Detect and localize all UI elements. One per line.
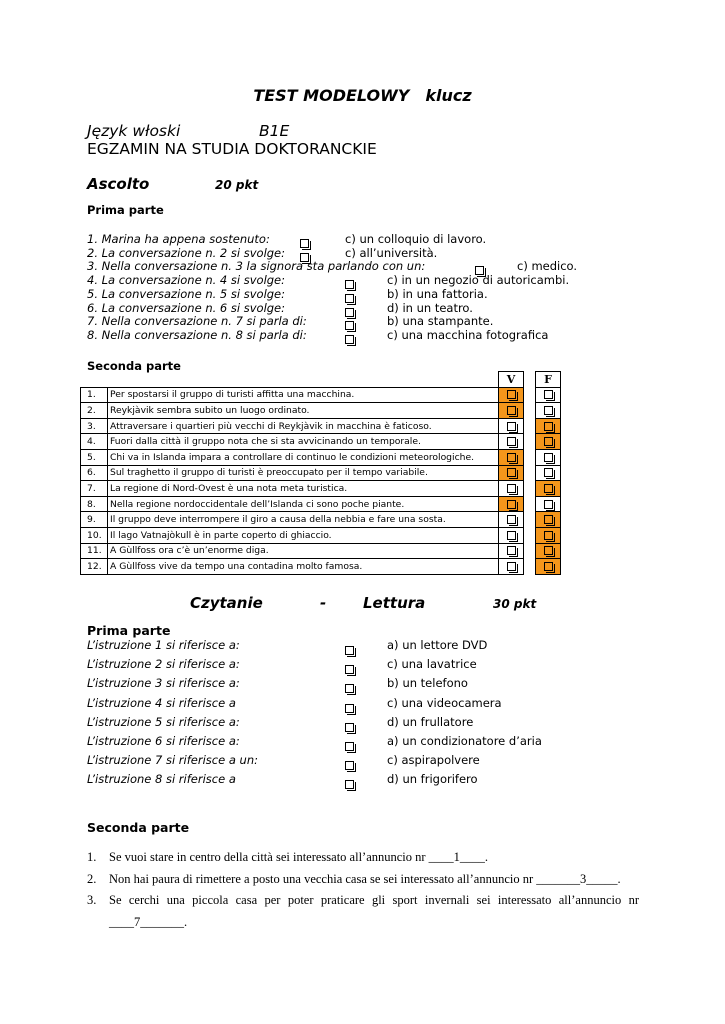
gap-cell bbox=[524, 543, 536, 559]
checkbox-icon bbox=[544, 390, 553, 399]
v-cell bbox=[499, 387, 524, 403]
sentence-number: 3. bbox=[87, 893, 97, 907]
v-cell bbox=[499, 543, 524, 559]
listening-answer: c) una macchina fotografica bbox=[387, 327, 549, 342]
f-cell bbox=[536, 543, 561, 559]
reading-question: L’istruzione 2 si riferisce a: bbox=[87, 657, 240, 672]
table-row bbox=[81, 465, 561, 481]
row-statement: A Gùllfoss vive da tempo una contadina molto famosa. bbox=[108, 559, 499, 575]
v-cell bbox=[499, 481, 524, 497]
checkbox-icon bbox=[345, 723, 354, 732]
checkbox-icon bbox=[507, 500, 516, 509]
gap-cell bbox=[524, 418, 536, 434]
checkbox-icon bbox=[345, 780, 354, 789]
checkbox-icon bbox=[544, 437, 553, 446]
checkbox-icon bbox=[507, 546, 516, 555]
row-number: 8. bbox=[81, 496, 108, 512]
listening-question: 1. Marina ha appena sostenuto: bbox=[87, 232, 270, 246]
sentence-text: Se vuoi stare in centro della città sei interessato all’annuncio nr ____1____. bbox=[109, 850, 489, 864]
checkbox-icon bbox=[544, 484, 553, 493]
checkbox-icon bbox=[544, 453, 553, 462]
answer-checkbox bbox=[345, 774, 354, 793]
gap-cell bbox=[524, 496, 536, 512]
answer-checkbox bbox=[345, 640, 354, 659]
answer-checkbox bbox=[345, 755, 354, 774]
table-row bbox=[81, 512, 561, 528]
row-number: 5. bbox=[81, 449, 108, 465]
answer-checkbox bbox=[345, 659, 354, 678]
listening-answer: d) in un teatro. bbox=[387, 300, 473, 315]
reading-answer: a) un condizionatore d’aria bbox=[387, 734, 542, 748]
checkbox-icon bbox=[345, 761, 354, 770]
v-cell bbox=[499, 449, 524, 465]
answer-checkbox bbox=[345, 717, 354, 736]
reading-answer: c) una videocamera bbox=[387, 695, 502, 710]
listening-points: 20 pkt bbox=[215, 178, 259, 192]
reading-question: L’istruzione 5 si riferisce a: bbox=[87, 714, 240, 729]
row-statement: A Gùllfoss ora c’è un’enorme diga. bbox=[108, 543, 499, 559]
v-cell bbox=[499, 527, 524, 543]
answer-checkbox bbox=[345, 678, 354, 697]
checkbox-icon bbox=[507, 468, 516, 477]
checkbox-icon bbox=[345, 742, 354, 751]
reading-dash: - bbox=[320, 594, 327, 612]
checkbox-icon bbox=[507, 531, 516, 540]
listening-question: 8. Nella conversazione n. 8 si parla di: bbox=[87, 327, 307, 342]
checkbox-icon bbox=[544, 468, 553, 477]
f-cell bbox=[536, 465, 561, 481]
title-key: klucz bbox=[425, 86, 472, 105]
checkbox-icon bbox=[507, 406, 516, 415]
f-cell bbox=[536, 387, 561, 403]
table-row bbox=[81, 434, 561, 450]
reading-part1-heading: Prima parte bbox=[87, 623, 171, 638]
reading-answer: d) un frigorifero bbox=[387, 772, 478, 787]
v-cell bbox=[499, 559, 524, 575]
table-row bbox=[81, 449, 561, 465]
v-cell bbox=[499, 512, 524, 528]
gap-cell bbox=[524, 449, 536, 465]
sentence-number: 1. bbox=[87, 850, 97, 864]
listening-part1-heading: Prima parte bbox=[87, 203, 164, 217]
table-row bbox=[81, 496, 561, 512]
reading-question: L’istruzione 6 si riferisce a: bbox=[87, 734, 240, 748]
listening-answer: c) in un negozio di autoricambi. bbox=[387, 273, 570, 288]
checkbox-icon bbox=[544, 531, 553, 540]
sentence-continuation: ____7_______. bbox=[109, 915, 188, 929]
reading-answer: d) un frullatore bbox=[387, 714, 474, 729]
answer-checkbox bbox=[345, 698, 354, 717]
f-cell bbox=[536, 449, 561, 465]
gap-cell bbox=[524, 387, 536, 403]
row-statement: Fuori dalla città il gruppo nota che si sta avvicinando un temporale. bbox=[108, 434, 499, 450]
title-main: TEST MODELOWY bbox=[253, 86, 410, 105]
table-row bbox=[81, 527, 561, 543]
row-statement: Il gruppo deve interrompere il giro a causa della nebbia e fare una sosta. bbox=[108, 512, 499, 528]
reading-question: L’istruzione 1 si riferisce a: bbox=[87, 638, 240, 652]
reading-answer: b) un telefono bbox=[387, 676, 468, 691]
table-row bbox=[81, 481, 561, 497]
table-row bbox=[81, 418, 561, 434]
reading-question: L’istruzione 4 si riferisce a bbox=[87, 695, 236, 710]
row-statement: Sul traghetto il gruppo di turisti è preoccupato per il tempo variabile. bbox=[108, 465, 499, 481]
v-cell bbox=[499, 403, 524, 419]
table-row bbox=[81, 543, 561, 559]
table-row bbox=[81, 403, 561, 419]
reading-answer: a) un lettore DVD bbox=[387, 638, 488, 652]
checkbox-icon bbox=[345, 684, 354, 693]
reading-part2-heading: Seconda parte bbox=[87, 820, 190, 835]
gap-cell bbox=[524, 559, 536, 575]
f-cell bbox=[536, 403, 561, 419]
row-number: 1. bbox=[81, 387, 108, 403]
checkbox-icon bbox=[544, 406, 553, 415]
f-cell bbox=[536, 512, 561, 528]
row-statement: La regione di Nord-Ovest è una nota meta turistica. bbox=[108, 481, 499, 497]
checkbox-icon bbox=[507, 515, 516, 524]
row-statement: Nella regione nordoccidentale dell’Islanda ci sono poche piante. bbox=[108, 496, 499, 512]
answer-checkbox bbox=[345, 329, 354, 348]
listening-answer: b) in una fattoria. bbox=[387, 286, 488, 301]
reading-answer: c) una lavatrice bbox=[387, 657, 477, 672]
listening-answer: b) una stampante. bbox=[387, 314, 494, 329]
listening-question: 2. La conversazione n. 2 si svolge: bbox=[87, 245, 286, 260]
col-v-header: V bbox=[499, 372, 524, 388]
page-title bbox=[0, 86, 725, 105]
gap-cell bbox=[524, 434, 536, 450]
v-cell bbox=[499, 434, 524, 450]
reading-points: 30 pkt bbox=[493, 597, 537, 611]
row-number: 10. bbox=[81, 527, 108, 543]
exam-title: EGZAMIN NA STUDIA DOKTORANCKIE bbox=[87, 140, 377, 158]
reading-title-right: Lettura bbox=[363, 594, 426, 612]
listening-question: 7. Nella conversazione n. 7 si parla di: bbox=[87, 314, 307, 329]
gap-cell bbox=[524, 481, 536, 497]
checkbox-icon bbox=[544, 500, 553, 509]
row-number: 3. bbox=[81, 418, 108, 434]
v-cell bbox=[499, 465, 524, 481]
true-false-table bbox=[80, 371, 561, 575]
table-row bbox=[81, 559, 561, 575]
row-statement: Reykjàvik sembra subito un luogo ordinato. bbox=[108, 403, 499, 419]
checkbox-icon bbox=[507, 422, 516, 431]
gap-cell bbox=[524, 512, 536, 528]
v-cell bbox=[499, 496, 524, 512]
listening-question: 5. La conversazione n. 5 si svolge: bbox=[87, 286, 286, 301]
v-cell bbox=[499, 418, 524, 434]
f-cell bbox=[536, 527, 561, 543]
f-cell bbox=[536, 418, 561, 434]
listening-question: 4. La conversazione n. 4 si svolge: bbox=[87, 273, 286, 288]
checkbox-icon bbox=[544, 546, 553, 555]
row-number: 4. bbox=[81, 434, 108, 450]
listening-question: 3. Nella conversazione n. 3 la signora sta parlando con un: bbox=[87, 259, 426, 274]
level-label: B1E bbox=[259, 122, 290, 140]
checkbox-icon bbox=[544, 422, 553, 431]
reading-question: L’istruzione 7 si riferisce a un: bbox=[87, 753, 258, 768]
checkbox-icon bbox=[507, 562, 516, 571]
row-number: 11. bbox=[81, 543, 108, 559]
col-f-header: F bbox=[536, 372, 561, 388]
f-cell bbox=[536, 481, 561, 497]
language-label: Język włoski bbox=[87, 122, 181, 140]
row-number: 2. bbox=[81, 403, 108, 419]
sentence-text: Se cerchi una piccola casa per poter praticare gli sport invernali sei interessato all’annuncio nr bbox=[109, 893, 639, 907]
listening-question: 6. La conversazione n. 6 si svolge: bbox=[87, 300, 286, 315]
checkbox-icon bbox=[507, 484, 516, 493]
f-cell bbox=[536, 559, 561, 575]
row-number: 9. bbox=[81, 512, 108, 528]
f-cell bbox=[536, 434, 561, 450]
checkbox-icon bbox=[345, 646, 354, 655]
gap-cell bbox=[524, 527, 536, 543]
listening-answer: c) un colloquio di lavoro. bbox=[345, 232, 487, 246]
gap-cell bbox=[524, 403, 536, 419]
row-statement: Il lago Vatnajòkull è in parte coperto di ghiaccio. bbox=[108, 527, 499, 543]
row-number: 6. bbox=[81, 465, 108, 481]
checkbox-icon bbox=[544, 515, 553, 524]
sentence-text: Non hai paura di rimettere a posto una vecchia casa se sei interessato all’annuncio nr _______3_____. bbox=[109, 872, 621, 886]
reading-question: L’istruzione 8 si riferisce a bbox=[87, 772, 236, 787]
checkbox-icon bbox=[345, 665, 354, 674]
row-statement: Chi va in Islanda impara a controllare di continuo le condizioni meteorologiche. bbox=[108, 449, 499, 465]
table-row bbox=[81, 387, 561, 403]
checkbox-icon bbox=[507, 437, 516, 446]
checkbox-icon bbox=[345, 335, 354, 344]
checkbox-icon bbox=[507, 390, 516, 399]
checkbox-icon bbox=[345, 704, 354, 713]
listening-title: Ascolto bbox=[87, 175, 150, 193]
answer-checkbox bbox=[345, 736, 354, 755]
row-number: 7. bbox=[81, 481, 108, 497]
listening-part2-heading: Seconda parte bbox=[87, 359, 181, 373]
row-number: 12. bbox=[81, 559, 108, 575]
listening-answer: c) all’università. bbox=[345, 245, 438, 260]
listening-answer: c) medico. bbox=[517, 259, 578, 274]
f-cell bbox=[536, 496, 561, 512]
row-statement: Per spostarsi il gruppo di turisti affitta una macchina. bbox=[108, 387, 499, 403]
gap-cell bbox=[524, 465, 536, 481]
reading-answer: c) aspirapolvere bbox=[387, 753, 480, 768]
checkbox-icon bbox=[544, 562, 553, 571]
checkbox-icon bbox=[507, 453, 516, 462]
reading-title-left: Czytanie bbox=[190, 594, 263, 612]
reading-question: L’istruzione 3 si riferisce a: bbox=[87, 676, 240, 691]
sentence-number: 2. bbox=[87, 872, 97, 886]
row-statement: Attraversare i quartieri più vecchi di Reykjàvik in macchina è faticoso. bbox=[108, 418, 499, 434]
